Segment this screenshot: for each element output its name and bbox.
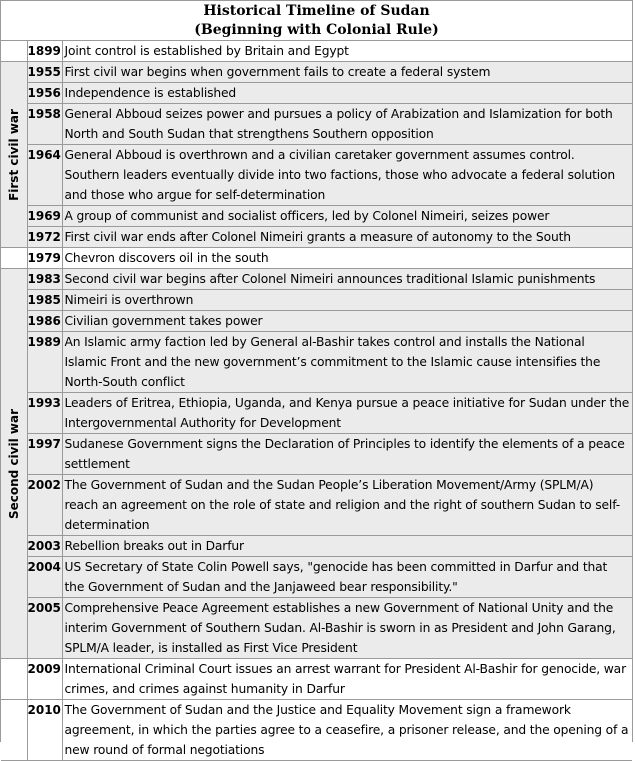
table-row [1, 206, 632, 227]
second-civil-war-label-cell [1, 269, 27, 659]
table-row [1, 311, 632, 332]
event-cell: Leaders of Eritrea, Ethiopia, Uganda, and Kenya pursue a peace initiative for Sudan under the Intergovernmental Authority for Development [62, 393, 632, 434]
event-cell: The Government of Sudan and the Sudan People’s Liberation Movement/Army (SPLM/A) reach an agreement on the role of state and religion and the right of southern Sudan to self-determination [62, 475, 632, 536]
event-cell: Civilian government takes power [62, 311, 632, 332]
event-cell: Independence is established [62, 83, 632, 104]
table-row [1, 475, 632, 536]
table-row [1, 104, 632, 145]
event-cell: Rebellion breaks out in Darfur [62, 536, 632, 557]
year-cell: 2009 [27, 659, 62, 700]
table-row [1, 62, 632, 83]
event-cell: The Government of Sudan and the Justice and Equality Movement sign a framework agreement, in which the parties agree to a ceasefire, a prisoner release, and the opening of a new round of formal negotiations [62, 700, 632, 761]
table-row [1, 536, 632, 557]
first-civil-war-label: First civil war [6, 108, 21, 201]
event-cell: General Abboud is overthrown and a civilian caretaker government assumes control. Southern leaders eventually divide into two factions, those who advocate a federal solution and those who argue for self-determination [62, 145, 632, 206]
table-row [1, 557, 632, 598]
year-cell: 1986 [27, 311, 62, 332]
year-cell: 1979 [27, 248, 62, 269]
table-row [1, 700, 632, 761]
year-cell: 2010 [27, 700, 62, 761]
event-cell: First civil war begins when government fails to create a federal system [62, 62, 632, 83]
event-cell: Joint control is established by Britain and Egypt [62, 41, 632, 62]
table-row [1, 332, 632, 393]
event-cell: Second civil war begins after Colonel Nimeiri announces traditional Islamic punishments [62, 269, 632, 290]
table-row [1, 83, 632, 104]
table-row [1, 659, 632, 700]
table-row [1, 393, 632, 434]
table-row [1, 269, 632, 290]
table-row [1, 248, 632, 269]
year-cell: 1989 [27, 332, 62, 393]
table-row [1, 227, 632, 248]
year-cell: 1972 [27, 227, 62, 248]
timeline-title [1, 1, 632, 41]
event-cell: A group of communist and socialist officers, led by Colonel Nimeiri, seizes power [62, 206, 632, 227]
second-civil-war-label: Second civil war [6, 408, 21, 519]
event-cell: US Secretary of State Colin Powell says, "genocide has been committed in Darfur and that the Government of Sudan and the Janjaweed bear responsibility." [62, 557, 632, 598]
year-cell: 2005 [27, 598, 62, 659]
year-cell: 2002 [27, 475, 62, 536]
event-cell: General Abboud seizes power and pursues a policy of Arabization and Islamization for both North and South Sudan that strengthens Southern opposition [62, 104, 632, 145]
table-row [1, 41, 632, 62]
year-cell: 2004 [27, 557, 62, 598]
year-cell: 1993 [27, 393, 62, 434]
year-cell: 2003 [27, 536, 62, 557]
event-cell: Nimeiri is overthrown [62, 290, 632, 311]
year-cell: 1899 [27, 41, 62, 62]
event-cell: Chevron discovers oil in the south [62, 248, 632, 269]
table-row [1, 434, 632, 475]
timeline-table [1, 41, 632, 761]
year-cell: 1956 [27, 83, 62, 104]
table-row [1, 598, 632, 659]
year-cell: 1969 [27, 206, 62, 227]
table-row [1, 290, 632, 311]
event-cell: An Islamic army faction led by General al-Bashir takes control and installs the National Islamic Front and the new government’s commitment to the Islamic cause intensifies the North-South conflict [62, 332, 632, 393]
event-cell: Sudanese Government signs the Declaration of Principles to identify the elements of a peace settlement [62, 434, 632, 475]
year-cell: 1983 [27, 269, 62, 290]
table-row [1, 145, 632, 206]
year-cell: 1958 [27, 104, 62, 145]
year-cell: 1964 [27, 145, 62, 206]
year-cell: 1997 [27, 434, 62, 475]
first-civil-war-label-cell [1, 62, 27, 248]
year-cell: 1985 [27, 290, 62, 311]
event-cell: International Criminal Court issues an arrest warrant for President Al-Bashir for genocide, war crimes, and crimes against humanity in Darfur [62, 659, 632, 700]
title-line-1: Historical Timeline of Sudan [203, 3, 430, 19]
year-cell: 1955 [27, 62, 62, 83]
event-cell: First civil war ends after Colonel Nimeiri grants a measure of autonomy to the South [62, 227, 632, 248]
event-cell: Comprehensive Peace Agreement establishes a new Government of National Unity and the interim Government of Southern Sudan. Al-Bashir is sworn in as President and John Garang, SPLM/A leader, is installed as First Vice President [62, 598, 632, 659]
title-line-2: (Beginning with Colonial Rule) [194, 22, 439, 38]
